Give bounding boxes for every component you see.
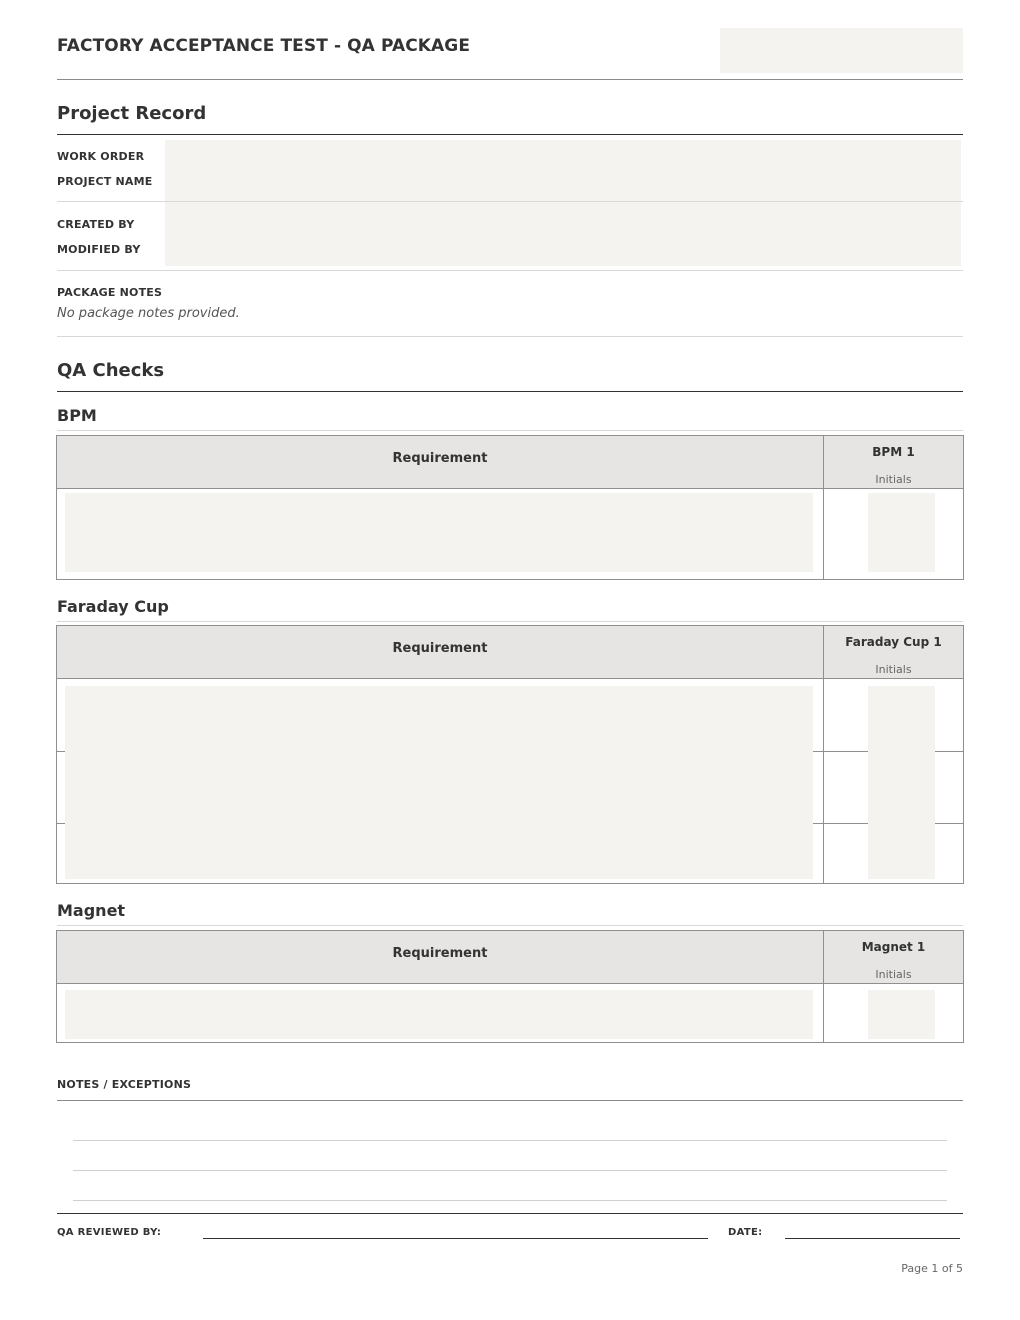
- column-divider: [823, 931, 824, 1042]
- initials-cell[interactable]: [868, 990, 935, 1039]
- document-title: FACTORY ACCEPTANCE TEST - QA PACKAGE: [57, 36, 471, 56]
- package-notes-value: No package notes provided.: [57, 306, 240, 321]
- group-title-magnet: Magnet: [57, 901, 126, 920]
- group-divider: [57, 621, 963, 622]
- package-notes-label: PACKAGE NOTES: [57, 286, 163, 299]
- qa-checks-title: QA Checks: [57, 360, 165, 381]
- field-divider: [57, 270, 963, 271]
- requirement-cell: [65, 990, 813, 1039]
- notes-exceptions-label: NOTES / EXCEPTIONS: [57, 1078, 192, 1091]
- unit-column-header: Faraday Cup 1: [845, 635, 942, 649]
- group-title-bpm: BPM: [57, 406, 97, 425]
- table-header: [57, 626, 963, 679]
- requirement-cell: [65, 686, 813, 879]
- requirement-header: Requirement: [392, 946, 488, 961]
- work-order-label: WORK ORDER: [57, 150, 145, 163]
- initials-subheader: Initials: [875, 968, 912, 981]
- modified-by-label: MODIFIED BY: [57, 243, 141, 256]
- unit-column-header: BPM 1: [872, 445, 915, 459]
- requirement-header: Requirement: [392, 451, 488, 466]
- project-record-values: [165, 140, 961, 266]
- qa-reviewed-by-signature-line[interactable]: [203, 1238, 708, 1239]
- initials-subheader: Initials: [875, 473, 912, 486]
- group-title-faraday-cup: Faraday Cup: [57, 597, 169, 616]
- project-record-title: Project Record: [57, 103, 207, 124]
- header-info-box: [720, 28, 963, 73]
- notes-write-line[interactable]: [73, 1200, 947, 1201]
- group-divider: [57, 430, 963, 431]
- signoff-divider: [57, 1213, 963, 1214]
- column-divider: [823, 626, 824, 883]
- field-divider: [57, 201, 963, 202]
- initials-subheader: Initials: [875, 663, 912, 676]
- qa-table-faraday-cup: [56, 625, 964, 884]
- project-record-divider: [57, 134, 963, 135]
- created-by-label: CREATED BY: [57, 218, 135, 231]
- page-number: Page 1 of 5: [901, 1262, 963, 1275]
- qa-table-magnet: [56, 930, 964, 1043]
- initials-cell[interactable]: [868, 493, 935, 572]
- notes-divider: [57, 1100, 963, 1101]
- date-label: DATE:: [728, 1227, 763, 1238]
- notes-write-line[interactable]: [73, 1170, 947, 1171]
- qa-reviewed-by-label: QA REVIEWED BY:: [57, 1227, 162, 1238]
- qa-table-bpm: [56, 435, 964, 580]
- initials-cell[interactable]: [868, 686, 935, 879]
- notes-write-line[interactable]: [73, 1140, 947, 1141]
- requirement-cell: [65, 493, 813, 572]
- table-header: [57, 931, 963, 984]
- field-divider: [57, 336, 963, 337]
- column-divider: [823, 436, 824, 579]
- date-signature-line[interactable]: [785, 1238, 960, 1239]
- unit-column-header: Magnet 1: [861, 940, 926, 954]
- table-header: [57, 436, 963, 489]
- qa-checks-divider: [57, 391, 963, 392]
- requirement-header: Requirement: [392, 641, 488, 656]
- header-divider: [57, 79, 963, 80]
- group-divider: [57, 925, 963, 926]
- project-name-label: PROJECT NAME: [57, 175, 153, 188]
